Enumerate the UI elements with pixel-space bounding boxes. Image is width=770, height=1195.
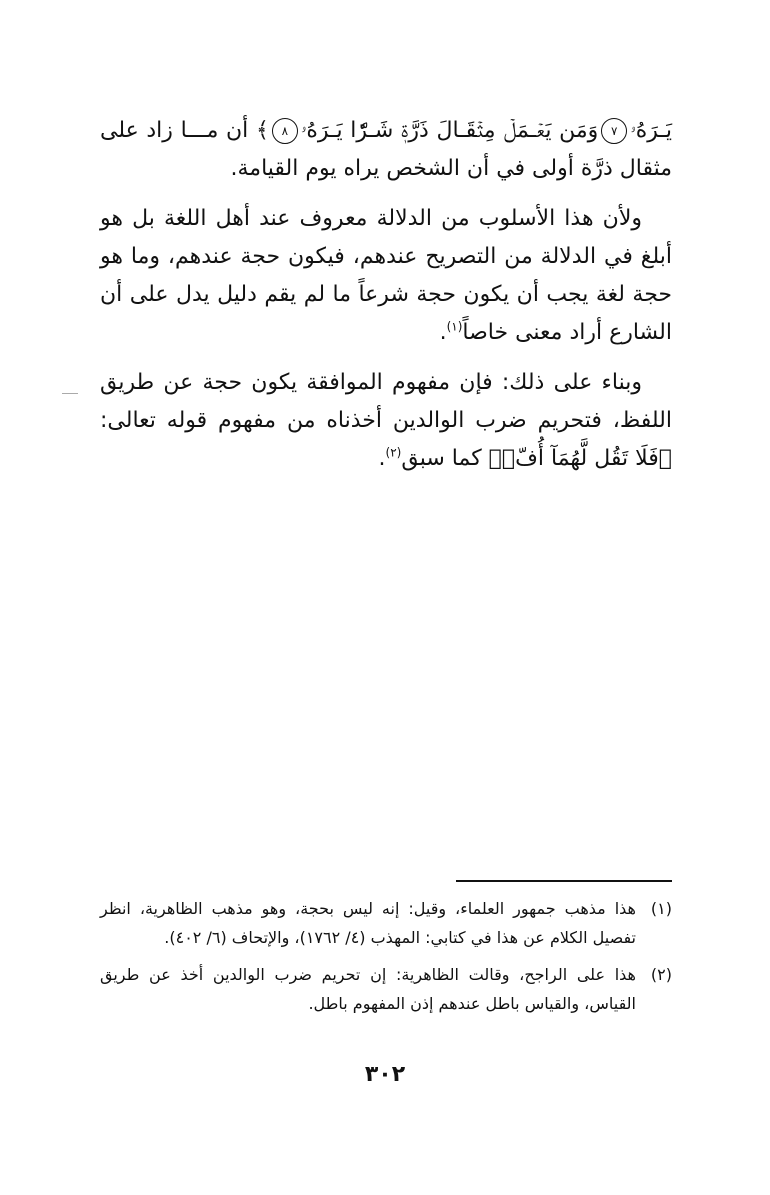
footnote-separator xyxy=(456,880,672,882)
footnote-2 xyxy=(100,960,672,1018)
footnote-ref-1[interactable]: (١) xyxy=(446,319,463,334)
paragraph-1 xyxy=(100,112,672,188)
paragraph-3-end: . xyxy=(378,446,386,471)
paragraph-2 xyxy=(100,200,672,352)
page-number: ٣٠٢ xyxy=(364,1062,406,1087)
paragraph-2-end: . xyxy=(439,320,447,345)
main-text xyxy=(100,112,672,478)
paragraph-1-text: أن مـــا زاد على مثقال ذرَّة أولى في أن الشخص يراه يوم القيامة. xyxy=(100,118,672,181)
quran-verse-part-2: وَمَن يَعۡـمَلۡ مِثۡقَـالَ ذَرَّةٖ شَـرّٗا يَـرَهُۥ xyxy=(300,118,599,143)
footnote-1-number: (١) xyxy=(650,899,672,918)
footnote-2-number: (٢) xyxy=(650,965,672,984)
paragraph-3 xyxy=(100,364,672,478)
footnotes xyxy=(100,894,672,1018)
footnote-2-text: هذا على الراجح، وقالت الظاهرية: إن تحريم ضرب الوالدين أخذ عن طريق القياس، والقياس باطل عندهم إذن المفهوم باطل. xyxy=(100,965,636,1013)
verse-close-bracket: ﴾ xyxy=(255,118,269,143)
paragraph-2-text: ولأن هذا الأسلوب من الدلالة معروف عند أهل اللغة بل هو أبلغ في الدلالة من التصريح عندهم، فيكون حجة عندهم، وما هو حجة لغة يجب أن يكون حجة شرعاً ما لم يقم دليل يدل على أن الشارع أراد معنى خاصاً xyxy=(100,206,672,345)
footnote-ref-2[interactable]: (٢) xyxy=(385,445,402,460)
quran-verse-part-1: يَـرَهُۥ xyxy=(630,118,672,143)
footnote-1-text: هذا مذهب جمهور العلماء، وقيل: إنه ليس بحجة، وهو مذهب الظاهرية، انظر تفصيل الكلام عن هذا في كتابي: المهذب (٤/ ١٧٦٢)، والإتحاف (٦/ ٤٠٢). xyxy=(100,899,636,947)
verse-number-mark-8: ٨ xyxy=(272,118,298,144)
paragraph-3-text: وبناء على ذلك: فإن مفهوم الموافقة يكون حجة عن طريق اللفظ، فتحريم ضرب الوالدين أخذناه من مفهوم قوله تعالى: xyxy=(100,370,672,433)
footnote-1 xyxy=(100,894,672,952)
paragraph-3-after: كما سبق xyxy=(401,446,489,471)
main-body xyxy=(100,112,672,478)
verse-number-mark-7: ٧ xyxy=(601,118,627,144)
margin-mark xyxy=(62,393,78,394)
quran-verse-quote: ﴿فَلَا تَقُل لَّهُمَآ أُفّٖ﴾ xyxy=(488,446,672,471)
